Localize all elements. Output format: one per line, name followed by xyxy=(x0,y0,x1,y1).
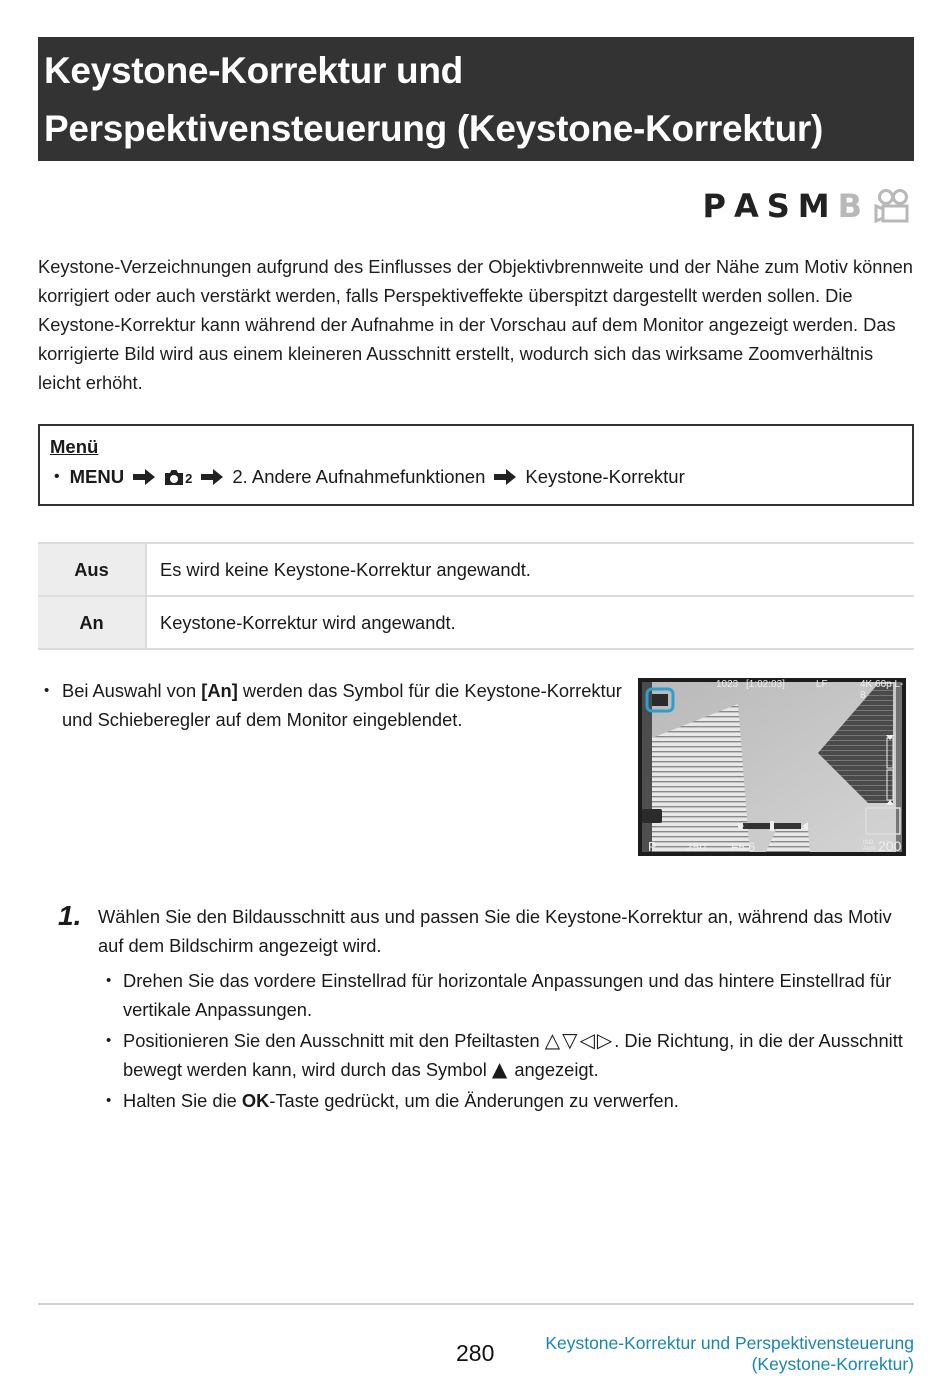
camera-tab-index: 2 xyxy=(185,470,193,486)
note-text: werden das Symbol für die Keystone-Korrektur und Schieberegler auf dem Monitor eingeblendet. xyxy=(62,680,622,730)
mode-b: B xyxy=(837,187,864,225)
option-key: An xyxy=(38,596,146,649)
screen-aperture: F5.6 xyxy=(731,840,756,854)
list-text: -Taste gedrückt, um die Änderungen zu verwerfen. xyxy=(269,1090,679,1111)
option-key: Aus xyxy=(38,543,146,596)
intro-paragraph: Keystone-Verzeichnungen aufgrund des Einflusses der Objektivbrennweite und der Nähe zum Motiv können korrigiert oder auch verstärkt werden, falls Perspektiveffekte überspitzt dargestellt werden sollen. Die Keystone-Korrektur kann während der Aufnahme in der Vorschau auf dem Monitor angezeigt werden. Das korrigierte Bild wird aus einem kleineren Ausschnitt erstellt, wodurch sich das wirksame Zoomverhältnis leicht erhöht. xyxy=(38,256,913,393)
arrow-right-icon xyxy=(132,469,156,485)
camera-tab-icon xyxy=(164,469,192,486)
note-bold: [An] xyxy=(201,680,238,701)
ok-key-label: OK xyxy=(241,1090,270,1111)
option-desc: Keystone-Korrektur wird angewandt. xyxy=(146,596,914,649)
screen-shutter: 250 xyxy=(686,840,707,854)
menu-item: Keystone-Korrektur xyxy=(525,466,685,487)
footer-title-line-2[interactable]: (Keystone-Korrektur) xyxy=(751,1354,914,1374)
step-bullets xyxy=(98,966,914,1115)
screen-video-mode: 4K 60p L-8 xyxy=(860,679,904,701)
page-number: 280 xyxy=(456,1340,495,1366)
monitor-image xyxy=(638,678,906,856)
note-text: Bei Auswahl von xyxy=(62,680,202,701)
step-number: 1. xyxy=(58,900,82,931)
title-line-1: Keystone-Korrektur und xyxy=(44,50,463,91)
footer-title-line-1[interactable]: Keystone-Korrektur und Perspektivensteuerung xyxy=(545,1333,914,1353)
bullet: • xyxy=(54,468,60,485)
screen-iso: 200 xyxy=(878,838,902,854)
menu-section: 2. Andere Aufnahmefunktionen xyxy=(232,466,486,487)
table-row xyxy=(38,596,914,649)
screen-iso-label: ISO Auto xyxy=(863,840,876,852)
mode-p: P xyxy=(702,187,728,225)
camera-icon xyxy=(164,469,184,486)
table-row xyxy=(38,543,914,596)
list-text: angezeigt. xyxy=(509,1059,599,1080)
arrow-right-icon xyxy=(493,469,517,485)
footer-divider xyxy=(38,1303,914,1305)
step-1 xyxy=(58,902,914,1117)
mode-a: A xyxy=(733,187,761,225)
list-item: • Drehen Sie das vordere Einstellrad für horizontale Anpassungen und das hintere Einstellrad für vertikale Anpassungen. xyxy=(98,966,914,1024)
title-line-2: Perspektivensteuerung (Keystone-Korrektur) xyxy=(44,108,823,149)
footer-section-link[interactable] xyxy=(545,1333,914,1375)
page-title xyxy=(38,37,914,158)
menu-path-box xyxy=(38,424,914,506)
mode-s: S xyxy=(766,187,792,225)
list-text: . Die Richtung, in die der Ausschnitt bewegt werden kann, wird durch das Symbol xyxy=(123,1030,903,1080)
menu-heading: Menü xyxy=(50,436,99,457)
mode-m: M xyxy=(797,187,832,225)
list-text: Halten Sie die xyxy=(123,1090,242,1111)
screen-mode: P xyxy=(648,839,657,854)
list-item xyxy=(98,1086,914,1115)
options-table xyxy=(38,542,914,650)
shooting-modes xyxy=(703,186,913,226)
screen-quality: LF xyxy=(816,679,828,690)
list-item xyxy=(98,1026,914,1084)
arrow-keys-icon: △▽◁▷ xyxy=(544,1028,615,1052)
screen-shots-remaining: 1023 xyxy=(716,679,739,690)
bullet: • xyxy=(44,682,50,699)
menu-root: MENU xyxy=(69,466,125,487)
step-text: Wählen Sie den Bildausschnitt aus und passen Sie die Keystone-Korrektur an, während das Motiv auf dem Bildschirm angezeigt wird. xyxy=(98,906,892,956)
menu-path xyxy=(54,466,685,488)
option-desc: Es wird keine Keystone-Korrektur angewandt. xyxy=(146,543,914,596)
movie-camera-icon xyxy=(874,188,912,224)
direction-triangle-icon: ▲ xyxy=(491,1057,510,1081)
note-bullet xyxy=(44,676,622,734)
camera-monitor-screenshot xyxy=(638,678,906,856)
screen-rec-time: [1:02:03] xyxy=(746,679,785,690)
page-title-bar xyxy=(38,37,914,161)
list-text: Positionieren Sie den Ausschnitt mit den Pfeiltasten xyxy=(123,1030,545,1051)
arrow-right-icon xyxy=(200,469,224,485)
